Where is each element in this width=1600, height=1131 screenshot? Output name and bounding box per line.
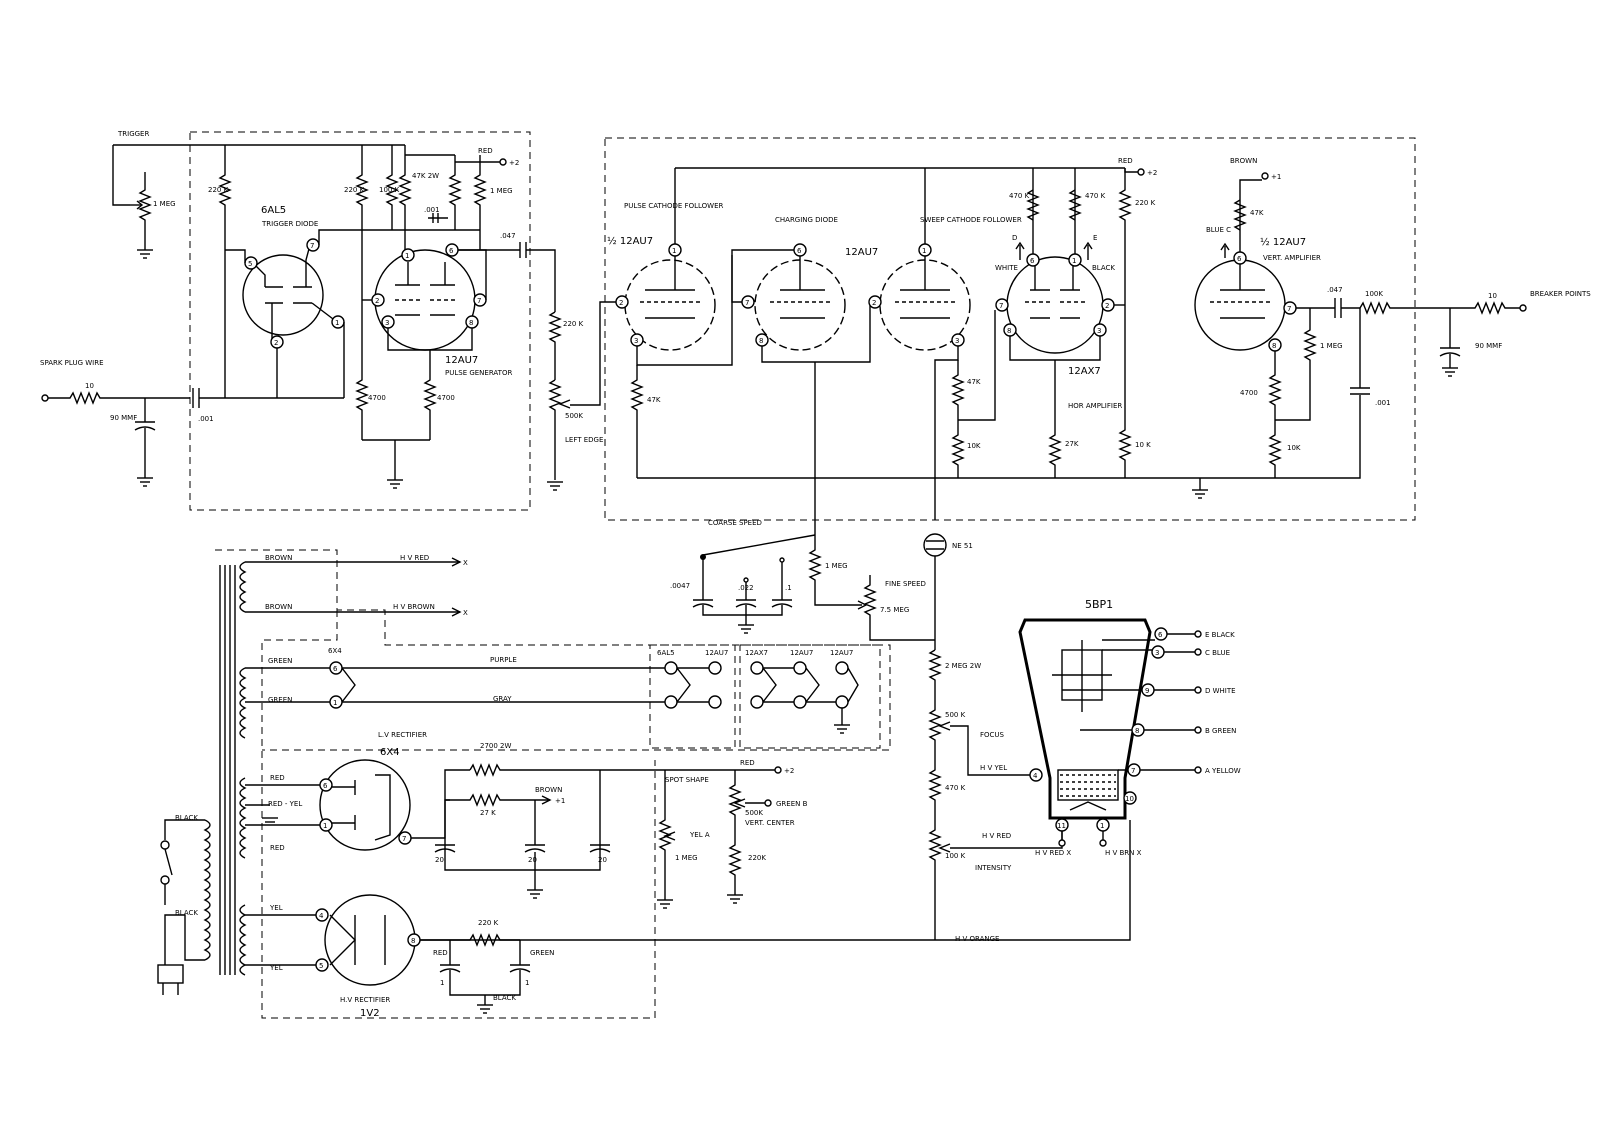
r-4700-b: 4700 [437,394,455,402]
c-001-spark: .001 [198,415,214,423]
scf-role: SWEEP CATHODE FOLLOWER [920,216,1022,224]
hv-brown-label: H V BROWN [393,603,435,611]
h6al5-small: 6AL5 [657,649,675,657]
pin-6al5-2: 2 [274,339,279,347]
c-047-a: .047 [500,232,516,240]
c-001-a: .001 [424,206,440,214]
lv-name: 6X4 [380,747,400,758]
pin-cd-8: 8 [759,337,764,345]
trigger-section [40,130,603,490]
blue-c-label: BLUE C [1206,226,1232,234]
h12au7-small-1: 12AU7 [705,649,729,657]
spot-shape-label: SPOT SHAPE [665,776,709,784]
pin-12ax7-6: 6 [1030,257,1035,265]
pin-6x4-7: 7 [402,835,407,843]
pin-crt-4: 4 [1033,772,1038,780]
yel-label-1: YEL [270,904,283,912]
pin-6x4-6: 6 [323,782,328,790]
sweep-section [570,157,1591,535]
pin-6al5-5: 5 [248,260,253,268]
ne51-label: NE 51 [952,542,973,550]
r-47k-se: 47K [967,378,981,386]
r-47k-pcf: 47K [647,396,661,404]
pin-va-7: 7 [1287,305,1292,313]
c-001-va: .001 [1375,399,1391,407]
r-220k-e: 220K [748,854,766,862]
c-20c: 20 [598,856,607,864]
r-10-bp: 10 [1488,292,1497,300]
hv-red-label-2: H V RED [982,832,1012,840]
r-100k-va: 100K [1365,290,1383,298]
c-20a: 20 [435,856,444,864]
pin-12ax7-3: 3 [1097,327,1102,335]
lv-role: L.V RECTIFIER [378,731,428,739]
pin-scf-3: 3 [955,337,960,345]
pin-crt-8: 8 [1135,727,1140,735]
c-0047: .0047 [670,582,691,590]
hv-brn-x: H V BRN X [1105,849,1142,857]
pot-500k: 500K [565,412,583,420]
focus-label: FOCUS [980,731,1004,739]
intensity-label: INTENSITY [975,864,1012,872]
crt-c-label: C BLUE [1205,649,1231,657]
r-100k-a: 100 K [379,186,400,194]
pin-6x4-3: 6 [333,665,338,673]
spark-label: SPARK PLUG WIRE [40,359,104,367]
d-label: D [1012,234,1018,242]
r-4700-a: 4700 [368,394,386,402]
pin-6x4-1: 1 [323,822,328,830]
brown-label-2: BROWN [265,554,293,562]
hv-yel-label: H V YEL [980,764,1008,772]
r-1meg-c: 1 MEG [825,562,848,570]
plus2-label-3: +2 [784,767,795,775]
r-4700-va: 4700 [1240,389,1258,397]
r-470k-a: 470 K [1009,192,1030,200]
r-10k-va: 10K [1287,444,1301,452]
hv-rect-name: 1V2 [360,1008,380,1019]
brown-label-3: BROWN [265,603,293,611]
tube-12au7a-name: 12AU7 [445,355,479,366]
r-220k-d: 220 K [1135,199,1156,207]
ax7-role: HOR AMPLIFIER [1068,402,1123,410]
h12ax7-small: 12AX7 [745,649,768,657]
pin-va-6: 6 [1237,255,1242,263]
left-edge-label: LEFT EDGE [565,436,604,444]
va-name: ½ 12AU7 [1260,237,1307,248]
tube-12au7a-role: PULSE GENERATOR [445,369,513,377]
pin-12au7a-1: 1 [405,252,410,260]
pin-crt-3: 3 [1155,649,1160,657]
brown-plus1: BROWN [535,786,563,794]
c-1b: 1 [525,979,530,987]
pcf-role: PULSE CATHODE FOLLOWER [624,202,724,210]
r-220k-hv: 220 K [478,919,499,927]
pin-12ax7-1: 1 [1072,257,1077,265]
power-supply [158,554,858,1019]
x-label-1: X [463,559,468,567]
r-1meg-b: 1 MEG [490,187,513,195]
vert-center-label: VERT. CENTER [745,819,795,827]
plus1-label-2: +1 [555,797,566,805]
purple-label: PURPLE [490,656,517,664]
pin-crt-10: 10 [1125,795,1134,803]
r-47k-2w: 47K 2W [412,172,440,180]
cd-role: CHARGING DIODE [775,216,838,224]
trigger-label: TRIGGER [118,130,150,138]
pin-6al5-1: 1 [335,319,340,327]
crt-5bp1 [1020,598,1241,857]
c-1a: 1 [440,979,445,987]
pin-va-8: 8 [1272,342,1277,350]
pin-1v2-4: 4 [319,912,324,920]
r-220k-b: 220 K [344,186,365,194]
h12au7-small-3: 12AU7 [830,649,854,657]
yel-a-label: YEL A [690,831,710,839]
r-470k-b: 470 K [1085,192,1106,200]
coarse-label: COARSE SPEED [708,519,762,527]
r-10k-a: 10K [967,442,981,450]
pin-scf-2: 2 [872,299,877,307]
h12au7-small-2: 12AU7 [790,649,814,657]
hv-red-x: H V RED X [1035,849,1072,857]
speed-section [420,519,1130,943]
pin-12ax7-2: 2 [1105,302,1110,310]
tube-6al5-role: TRIGGER DIODE [262,220,319,228]
crt-b-label: B GREEN [1205,727,1237,735]
tube-6al5 [243,205,340,340]
plus1-label-1: +1 [1271,173,1282,181]
pcf-name: ½ 12AU7 [607,236,654,247]
pin-12au7a-6: 6 [449,247,454,255]
h12ax7-name: 12AX7 [1068,366,1101,377]
pin-1v2-5: 5 [319,962,324,970]
brown-label-1: BROWN [1230,157,1258,165]
pin-pcf-2: 2 [619,299,624,307]
pin-cd-7: 7 [745,299,750,307]
black-label-pri2: BLACK [175,909,199,917]
pot-100k: 100 K [945,852,966,860]
yel-label-2: YEL [270,964,283,972]
green-label-3: GREEN [530,949,555,957]
pot-75: 7.5 MEG [880,606,910,614]
green-label-1: GREEN [268,657,293,665]
r-27k: 27K [1065,440,1079,448]
pin-cd-6: 6 [797,247,802,255]
crt-d-label: D WHITE [1205,687,1236,695]
c-047-va: .047 [1327,286,1343,294]
hv-orange-label: H V ORANGE [955,935,1000,943]
red-label-5: RED [740,759,755,767]
crt-name: 5BP1 [1085,598,1114,611]
black-label-1: BLACK [1092,264,1116,272]
pin-12au7a-7: 7 [477,297,482,305]
pin-6al5-7: 7 [310,242,315,250]
r-27k-b: 27 K [480,809,496,817]
pin-crt-11: 11 [1057,822,1066,830]
pin-crt-6: 6 [1158,631,1163,639]
red-label-2: RED [1118,157,1133,165]
pin-crt-9: 9 [1145,687,1150,695]
red-label-3: RED [270,774,285,782]
white-label-1: WHITE [995,264,1018,272]
crt-e-label: E BLACK [1205,631,1235,639]
pin-scf-1: 1 [922,247,927,255]
r-2700: 2700 2W [480,742,512,750]
r-220k-a: 220 K [208,186,229,194]
breaker-label: BREAKER POINTS [1530,290,1591,298]
pin-12ax7-8: 8 [1007,327,1012,335]
pot-1meg: 1 MEG [675,854,698,862]
c-20b: 20 [528,856,537,864]
r-10-spark: 10 [85,382,94,390]
tube-6al5-name: 6AL5 [261,205,287,216]
crt-a-label: A YELLOW [1205,767,1241,775]
h6x4-small: 6X4 [328,647,342,655]
c-022: .022 [738,584,754,592]
pin-crt-1: 1 [1100,822,1105,830]
red-label-4: RED [270,844,285,852]
pot-500k-focus: 500 K [945,711,966,719]
c-90-bp: 90 MMF [1475,342,1503,350]
black-label-pri1: BLACK [175,814,199,822]
pin-pcf-3: 3 [634,337,639,345]
gray-label: GRAY [493,695,512,703]
hv-red-label: H V RED [400,554,430,562]
fine-label: FINE SPEED [885,580,926,588]
heater-pins [665,662,858,733]
c-1: .1 [785,584,792,592]
e-label: E [1093,234,1098,242]
pin-12ax7-7: 7 [999,302,1004,310]
h12au7-label: 12AU7 [845,247,879,258]
pot-500k-vc: 500K [745,809,763,817]
r-1meg-trig: 1 MEG [153,200,176,208]
hv-rect-role: H.V RECTIFIER [340,996,391,1004]
red-label-1: RED [478,147,493,155]
pin-pcf-1: 1 [672,247,677,255]
c-90-spark: 90 MMF [110,414,138,422]
r-220k-c: 220 K [563,320,584,328]
green-label-2: GREEN [268,696,293,704]
pin-12au7a-2: 2 [375,297,380,305]
green-b-label: GREEN B [776,800,808,808]
r-47k-va: 47K [1250,209,1264,217]
r-470k-c: 470 K [945,784,966,792]
tube-12au7-pulse [375,250,475,350]
pin-12au7a-3: 3 [385,319,390,327]
pin-crt-7: 7 [1131,767,1136,775]
r-2meg: 2 MEG 2W [945,662,982,670]
plus2-label-2: +2 [1147,169,1158,177]
plus2-label-1: +2 [509,159,520,167]
black-label-hv: BLACK [493,994,517,1002]
red-label-6: RED [433,949,448,957]
dashed-enclosures [190,132,1415,1018]
r-10k-b: 10 K [1135,441,1151,449]
x-label-2: X [463,609,468,617]
pin-1v2-8: 8 [411,937,416,945]
pin-12au7a-8: 8 [469,319,474,327]
r-1meg-va: 1 MEG [1320,342,1343,350]
red-yel-label: RED - YEL [268,800,303,808]
pin-6x4-4: 1 [333,699,338,707]
va-role: VERT. AMPLIFIER [1263,254,1321,262]
